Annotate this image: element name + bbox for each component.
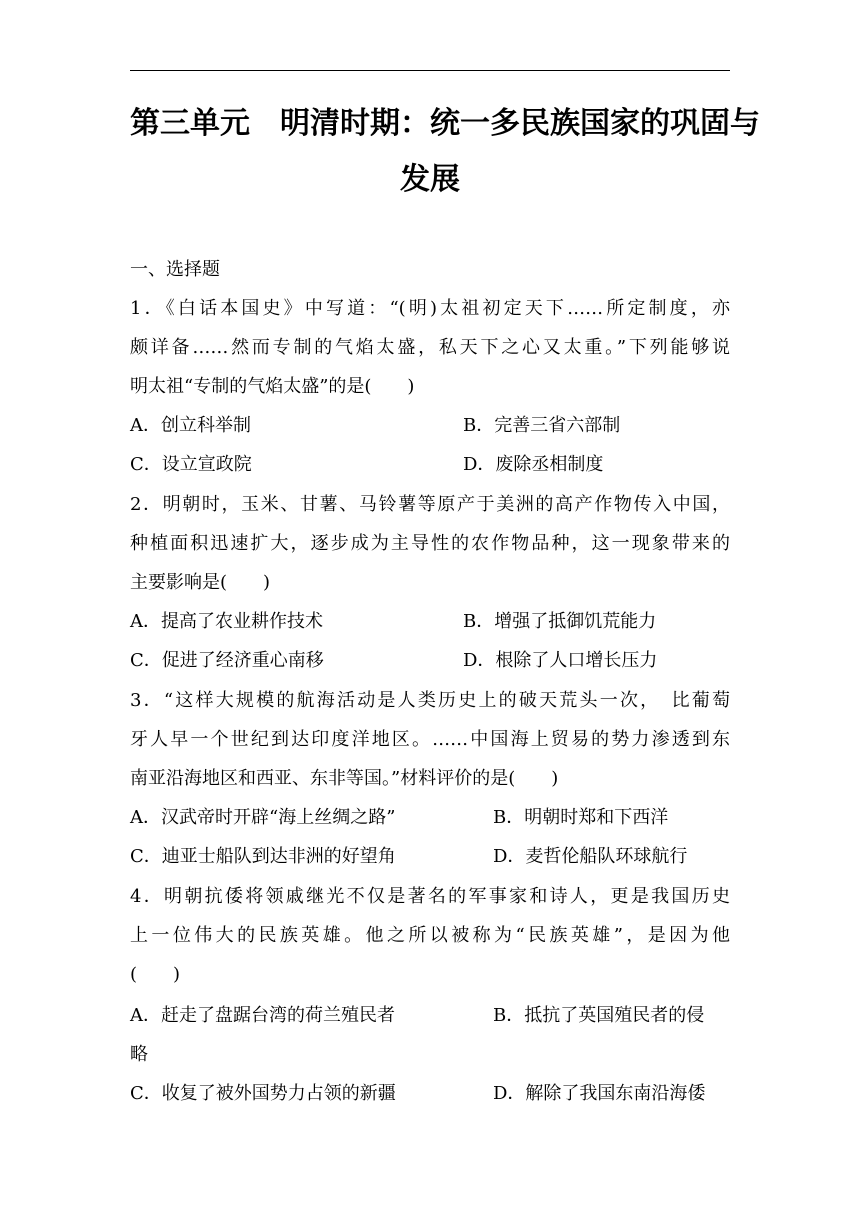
q1-option-d: D．废除丞相制度 [463,454,604,475]
section-heading: 一、选择题 [130,259,220,280]
q1-stem-line-2: 颇详备……然而专制的气焰太盛，私天下之心又太重。”下列能够说 [130,337,730,358]
q4-option-b-continued: 略 [130,1044,148,1065]
q1-option-a: A．创立科举制 [130,415,251,436]
q3-option-a: A．汉武帝时开辟“海上丝绸之路” [130,807,396,828]
q4-option-a: A．赶走了盘踞台湾的荷兰殖民者 [130,1005,395,1026]
q1-option-b: B．完善三省六部制 [463,415,621,436]
q3-stem-line-3: 南亚沿海地区和西亚、东非等国。”材料评价的是( ) [130,768,559,789]
q3-stem-line-1: 3．“这样大规模的航海活动是人类历史上的破天荒头一次， 比葡萄 [130,690,730,711]
page-title-line-2: 发展 [400,162,460,197]
q2-stem-line-1: 2．明朝时，玉米、甘薯、马铃薯等原产于美洲的高产作物传入中国， [130,494,730,515]
q4-option-c: C．收复了被外国势力占领的新疆 [130,1083,396,1104]
q2-option-a: A．提高了农业耕作技术 [130,611,323,632]
q3-option-c: C．迪亚士船队到达非洲的好望角 [130,846,396,867]
q4-stem-line-3: ( ) [130,964,181,985]
q3-option-d: D．麦哲伦船队环球航行 [493,846,688,867]
q2-stem-line-3: 主要影响是( ) [130,572,271,593]
page-title-line-1: 第三单元 明清时期：统一多民族国家的巩固与 [130,106,760,141]
q3-stem-line-2: 牙人早一个世纪到达印度洋地区。……中国海上贸易的势力渗透到东 [130,729,730,750]
q2-stem-line-2: 种植面积迅速扩大，逐步成为主导性的农作物品种，这一现象带来的 [130,533,730,554]
q2-option-c: C．促进了经济重心南移 [130,650,324,671]
q2-option-d: D．根除了人口增长压力 [463,650,658,671]
q4-stem-line-2: 上一位伟大的民族英雄。他之所以被称为“民族英雄”，是因为他 [130,925,730,946]
q2-option-b: B．增强了抵御饥荒能力 [463,611,657,632]
q3-option-b: B．明朝时郑和下西洋 [493,807,669,828]
q1-stem-line-1: 1．《白话本国史》中写道：“(明)太祖初定天下……所定制度，亦 [130,298,730,319]
q1-option-c: C．设立宣政院 [130,454,252,475]
q4-stem-line-1: 4．明朝抗倭将领戚继光不仅是著名的军事家和诗人，更是我国历史 [130,886,730,907]
q4-option-b: B．抵抗了英国殖民者的侵 [493,1005,705,1026]
q4-option-d: D．解除了我国东南沿海倭 [493,1083,706,1104]
q1-stem-line-3: 明太祖“专制的气焰太盛”的是( ) [130,376,415,397]
header-rule [130,70,730,71]
